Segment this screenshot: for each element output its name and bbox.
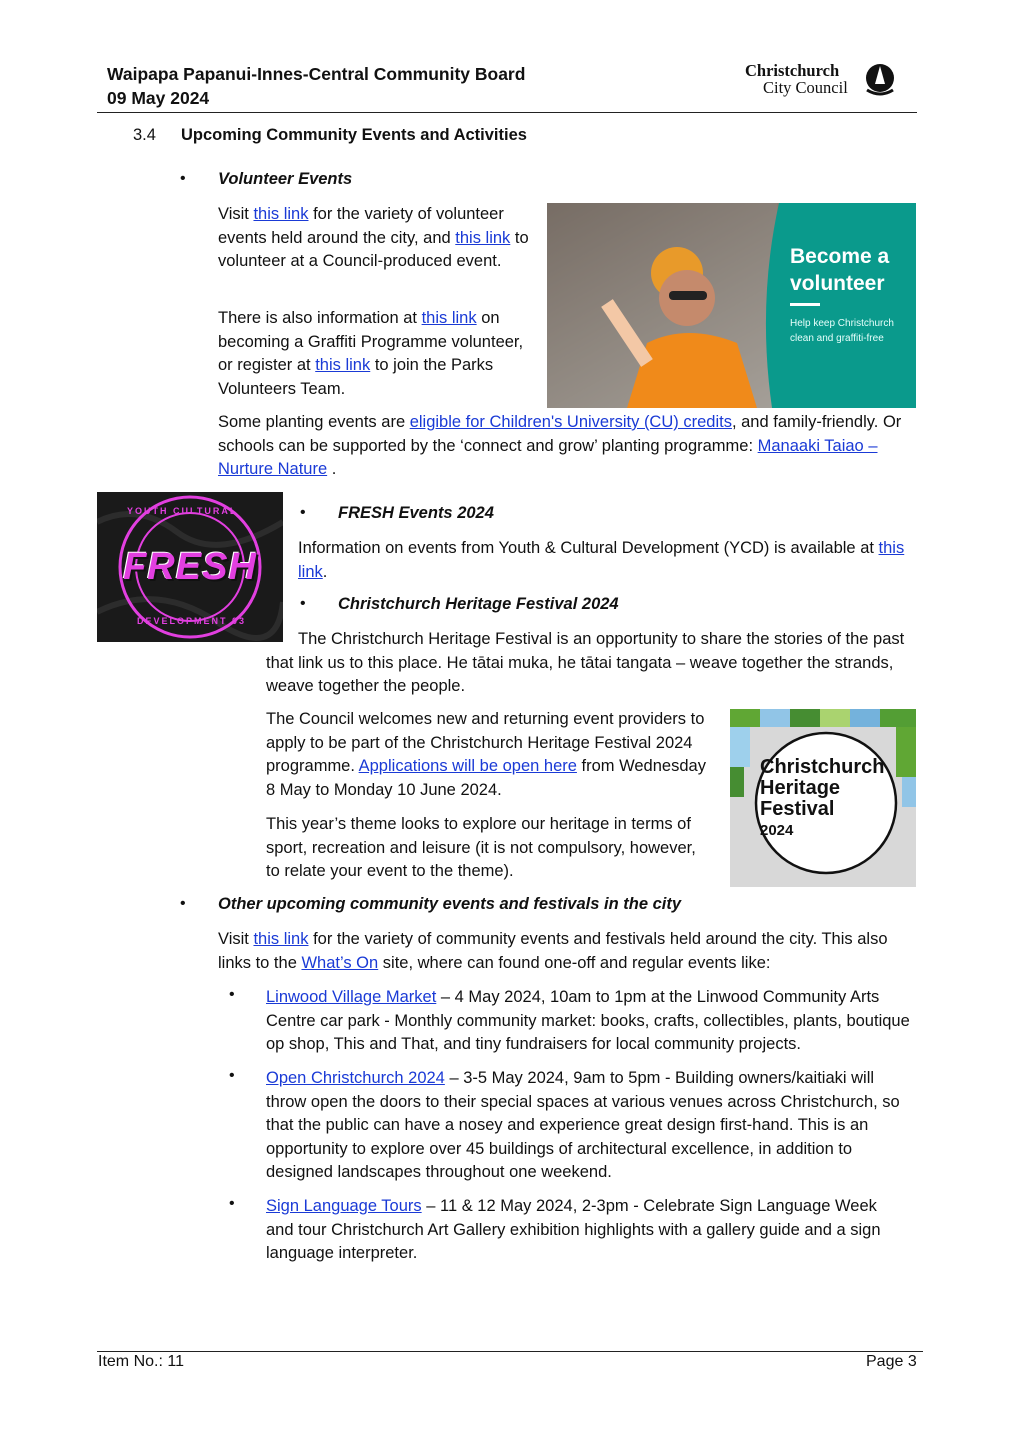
- document-header: [107, 62, 525, 110]
- whats-on-link[interactable]: What’s On: [301, 953, 379, 972]
- board-name: Waipapa Papanui-Innes-Central Community Board: [107, 64, 526, 84]
- heritage-badge-text: Christchurch Heritage Festival 2024: [760, 756, 885, 839]
- fresh-ring-bottom: DEVELOPMENT 03: [137, 616, 247, 626]
- heritage-festival-image: [730, 709, 916, 887]
- heritage-heading: Christchurch Heritage Festival 2024: [338, 595, 619, 613]
- footer-rule: [97, 1351, 923, 1352]
- volunteer-image: [547, 203, 916, 408]
- header-rule: [97, 112, 917, 113]
- list-item: Sign Language Tours – 11 & 12 May 2024, 2-3pm - Celebrate Sign Language Week and tour Christchurch Art Gallery exhibition highlights with a gallery guide and a sign language interpreter.: [266, 1197, 881, 1262]
- item-number: Item No.: 11: [98, 1353, 184, 1370]
- parks-link[interactable]: this link: [315, 356, 371, 374]
- council-logo: Christchurch City Council: [745, 62, 900, 102]
- open-christchurch-link[interactable]: Open Christchurch 2024: [266, 1069, 445, 1087]
- meeting-date: 09 May 2024: [107, 88, 210, 108]
- fresh-para: Information on events from Youth & Cultural Development (YCD) is available at this link.: [298, 539, 905, 581]
- ycd-link[interactable]: this link: [298, 539, 905, 581]
- bullet: •: [300, 595, 306, 612]
- sign-language-tours-link[interactable]: Sign Language Tours: [266, 1197, 422, 1215]
- volunteer-image-title: Become a volunteer: [790, 245, 890, 295]
- community-events-link[interactable]: this link: [253, 930, 309, 948]
- fresh-ring-top: YOUTH CULTURAL: [127, 506, 238, 516]
- fresh-heading: FRESH Events 2024: [338, 504, 494, 522]
- bullet: •: [300, 504, 306, 521]
- bullet: •: [229, 1195, 235, 1212]
- volunteer-para-3: Some planting events are eligible for Children's University (CU) credits, and family-friendly. Or schools can be supported by the ‘connect and grow’ planting programme: Manaaki Taiao – Nurture Nature .: [218, 413, 902, 478]
- fresh-wordmark: FRESH: [123, 546, 257, 588]
- list-item: Open Christchurch 2024 – 3-5 May 2024, 9am to 5pm - Building owners/kaitiaki will throw open the doors to their special spaces at various venues across Christchurch, so that the public can have a nosey and experience great design first-hand. This is an opportunity to explore over 45 buildings of architectural excellence, in addition to designed landscapes throughout one weekend.: [266, 1069, 900, 1181]
- heritage-para-3: This year’s theme looks to explore our heritage in terms of sport, recreation and leisure (it is not compulsory, however, to relate your event to the theme).: [266, 815, 696, 880]
- linwood-market-link[interactable]: Linwood Village Market: [266, 988, 437, 1006]
- nurture-nature-link[interactable]: Manaaki Taiao – Nurture Nature: [218, 436, 878, 478]
- other-para: Visit this link for the variety of community events and festivals held around the city. This also links to the What’s On site, where can found one-off and regular events like:: [218, 930, 888, 972]
- cathedral-icon: [861, 62, 899, 98]
- heritage-para-2: The Council welcomes new and returning event providers to apply to be part of the Christchurch Heritage Festival 2024 programme. Applications will be open here from Wednesday 8 May to Monday 10 June 2024.: [266, 710, 706, 799]
- volunteer-link-2[interactable]: this link: [455, 228, 511, 247]
- graffiti-link[interactable]: this link: [421, 309, 477, 327]
- bullet: •: [180, 170, 186, 187]
- section-number: 3.4: [133, 126, 156, 144]
- bullet: •: [229, 1067, 235, 1084]
- bullet: •: [180, 895, 186, 912]
- applications-link[interactable]: Applications will be open here: [358, 757, 577, 775]
- volunteer-para-1: Visit this link for the variety of volunteer events held around the city, and this link to volunteer at a Council-produced event.: [218, 205, 529, 270]
- heritage-para-1: The Christchurch Heritage Festival is an opportunity to share the stories of the past that link us to this place. He tātai muka, he tātai tangata – weave together the strands, weave together the people.: [266, 630, 905, 695]
- volunteer-link-1[interactable]: this link: [253, 205, 309, 223]
- cu-credits-link[interactable]: eligible for Children's University (CU) credits: [409, 413, 732, 431]
- volunteer-para-2: There is also information at this link on becoming a Graffiti Programme volunteer, or register at this link to join the Parks Volunteers Team.: [218, 309, 524, 398]
- other-heading: Other upcoming community events and festivals in the city: [218, 895, 682, 913]
- page-number: Page 3: [866, 1353, 917, 1370]
- volunteer-image-subtitle: Help keep Christchurch clean and graffiti-free: [790, 318, 894, 344]
- list-item: Linwood Village Market – 4 May 2024, 10am to 1pm at the Linwood Community Arts Centre car park - Monthly community market: books, crafts, collectibles, plants, boutique op shop, This and That, and tiny fundraisers for local community projects.: [266, 988, 910, 1053]
- bullet: •: [229, 986, 235, 1003]
- fresh-logo-image: [97, 492, 283, 642]
- volunteer-heading: Volunteer Events: [218, 170, 353, 188]
- section-title: Upcoming Community Events and Activities: [181, 126, 527, 144]
- divider: [790, 303, 820, 306]
